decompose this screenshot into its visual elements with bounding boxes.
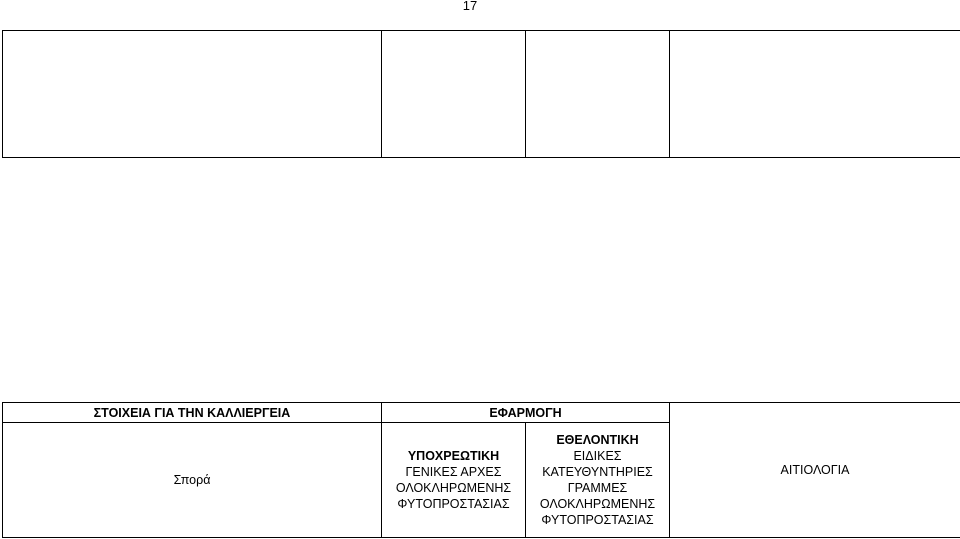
voluntary-line: ΕΙΔΙΚΕΣ xyxy=(573,449,622,463)
empty-cell xyxy=(382,31,526,158)
empty-cell xyxy=(670,31,960,158)
header-crop-data: ΣΤΟΙΧΕΙΑ ΓΙΑ ΤΗΝ ΚΑΛΛΙΕΡΓΕΙΑ xyxy=(3,403,382,423)
mandatory-line: ΟΛΟΚΛΗΡΩΜΕΝΗΣ xyxy=(395,481,512,495)
mandatory-title: ΥΠΟΧΡΕΩΤΙΚΗ xyxy=(407,449,500,463)
voluntary-line: ΦΥΤΟΠΡΟΣΤΑΣΙΑΣ xyxy=(541,513,654,527)
voluntary-line: ΚΑΤΕΥΘΥΝΤΗΡΙΕΣ xyxy=(542,465,653,479)
stage-cell: Σπορά xyxy=(3,423,382,538)
empty-table-top xyxy=(2,30,960,158)
empty-cell xyxy=(3,31,382,158)
mandatory-line: ΓΕΝΙΚΕΣ ΑΡΧΕΣ xyxy=(405,465,502,479)
voluntary-line: ΟΛΟΚΛΗΡΩΜΕΝΗΣ xyxy=(539,497,656,511)
justification-cell: ΑΙΤΙΟΛΟΓΙΑ xyxy=(670,403,960,538)
mandatory-cell xyxy=(382,423,526,538)
application-table xyxy=(2,402,960,538)
empty-cell xyxy=(526,31,670,158)
voluntary-line: ΓΡΑΜΜΕΣ xyxy=(567,481,628,495)
voluntary-cell xyxy=(526,423,670,538)
voluntary-title: ΕΘΕΛΟΝΤΙΚΗ xyxy=(556,433,639,447)
header-application: ΕΦΑΡΜΟΓΗ xyxy=(382,403,670,423)
mandatory-line: ΦΥΤΟΠΡΟΣΤΑΣΙΑΣ xyxy=(397,497,510,511)
page-number: 17 xyxy=(462,0,478,13)
